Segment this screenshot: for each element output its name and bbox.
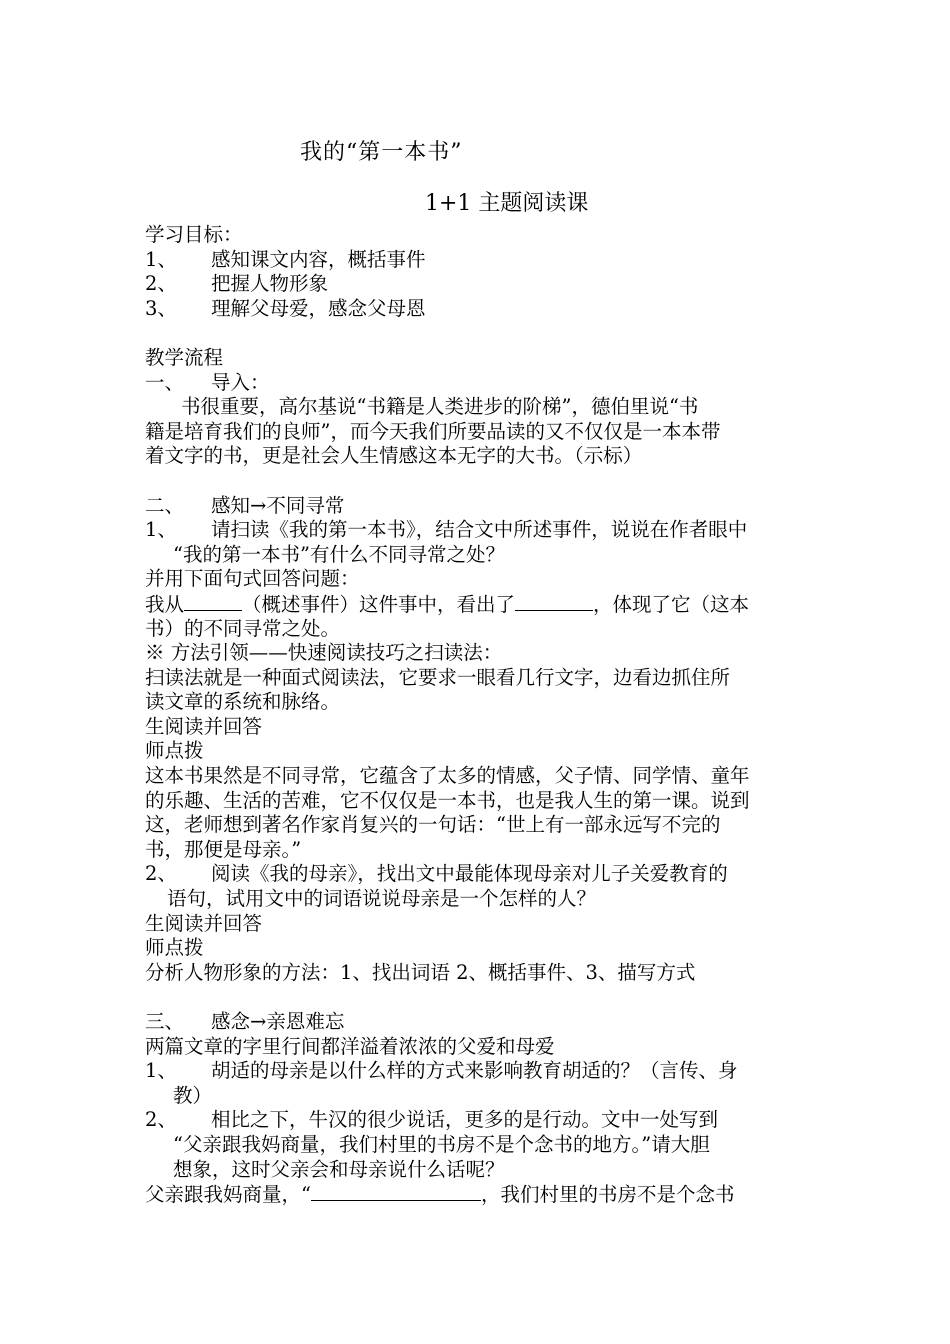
text-line: 这本书果然是不同寻常，它蕴含了太多的情感，父子情、同学情、童年 — [145, 764, 750, 788]
section-1-paragraph: 书很重要，高尔基说“书籍是人类进步的阶梯”，德伯里说“书 — [181, 395, 699, 419]
question-item: 1、 胡适的母亲是以什么样的方式来影响教育胡适的？（言传、身 — [145, 1059, 738, 1083]
doc-body — [145, 223, 810, 1207]
text-line: 生阅读并回答 — [145, 911, 263, 935]
section-1-paragraph: 籍是培育我们的良师”，而今天我们所要品读的又不仅仅是一本本带 — [145, 419, 721, 443]
text-line: 这，老师想到著名作家肖复兴的一句话：“世上有一部永远写不完的 — [145, 813, 721, 837]
goals-heading: 学习目标： — [145, 223, 243, 246]
text-line: 读文章的系统和脉络。 — [145, 690, 341, 714]
section-1-paragraph: 着文字的书，更是社会人生情感这本无字的大书。（示标） — [145, 444, 643, 468]
fill-in-sentence: 父亲跟我妈商量，“ ，我们村里的书房不是个念书 — [145, 1183, 735, 1207]
question-continuation: 想象，这时父亲会和母亲说什么话呢？ — [173, 1157, 505, 1181]
question-item: 2、 相比之下，牛汉的很少说话，更多的是行动。文中一处写到 — [145, 1108, 719, 1132]
doc-subtitle: 1+1 主题阅读课 — [425, 191, 589, 216]
text-line: 扫读法就是一种面式阅读法，它要求一眼看几行文字，边看边抓住所 — [145, 665, 731, 689]
text-line: 生阅读并回答 — [145, 714, 263, 738]
text-line: 书，那便是母亲。” — [145, 837, 302, 861]
goal-item: 2、 把握人物形象 — [145, 272, 329, 296]
question-continuation: 教） — [173, 1083, 213, 1107]
question-item: 1、 请扫读《我的第一本书》，结合文中所述事件，说说在作者眼中 — [145, 518, 748, 542]
section-3-heading: 三、 感念→亲恩难忘 — [145, 1010, 345, 1033]
text-line: 分析人物形象的方法：1、找出词语 2、概括事件、3、描写方式 — [145, 960, 696, 984]
section-2-heading: 二、 感知→不同寻常 — [145, 493, 345, 517]
question-continuation: “父亲跟我妈商量，我们村里的书房不是个念书的地方。”请大胆 — [173, 1132, 710, 1156]
section-1-heading: 一、 导入： — [145, 370, 270, 394]
text-line: 并用下面句式回答问题： — [145, 567, 360, 591]
text-line: 两篇文章的字里行间都洋溢着浓浓的父爱和母爱 — [145, 1034, 555, 1058]
doc-title: 我的“第一本书” — [300, 140, 463, 165]
goal-item: 3、 理解父母爱，感念父母恩 — [145, 296, 426, 320]
question-continuation: 语句，试用文中的词语说说母亲是一个怎样的人？ — [167, 887, 597, 911]
text-line: 师点拨 — [145, 936, 204, 960]
method-heading: ※ 方法引领——快速阅读技巧之扫读法： — [145, 641, 503, 665]
answer-blank[interactable] — [311, 1182, 481, 1201]
text-line: 师点拨 — [145, 739, 204, 763]
process-heading: 教学流程 — [145, 345, 224, 369]
goal-item: 1、 感知课文内容，概括事件 — [145, 247, 426, 271]
text-line: 书）的不同寻常之处。 — [145, 616, 341, 640]
fill-in-sentence: 我从 （概述事件）这件事中，看出了 ，体现了它（这本 — [145, 592, 750, 616]
question-item: 2、 阅读《我的母亲》，找出文中最能体现母亲对儿子关爱教育的 — [145, 862, 728, 886]
answer-blank[interactable] — [184, 592, 242, 611]
text-line: 的乐趣、生活的苦难，它不仅仅是一本书，也是我人生的第一课。说到 — [145, 788, 750, 812]
answer-blank[interactable] — [515, 592, 593, 611]
question-continuation: “我的第一本书”有什么不同寻常之处？ — [173, 542, 505, 566]
